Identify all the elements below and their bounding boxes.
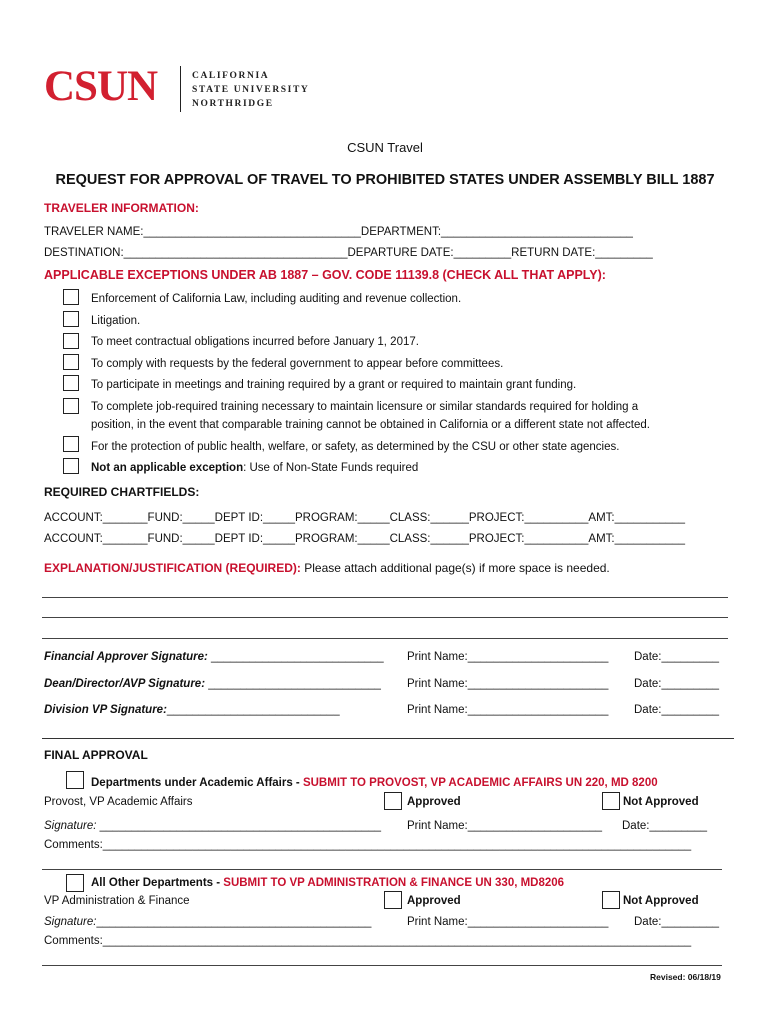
other-signature-row[interactable] [44, 916, 371, 928]
other-departments-checkbox[interactable] [66, 874, 84, 892]
logo-line-2: STATE UNIVERSITY [192, 85, 310, 95]
other-signature-label: Signature: [44, 916, 97, 928]
exception-checkbox-7[interactable] [63, 436, 79, 452]
division-vp-row[interactable] [44, 704, 340, 716]
financial-approver-date[interactable]: Date:_________ [634, 651, 720, 663]
academic-signature-row[interactable] [44, 820, 381, 832]
logo-university-name [192, 69, 309, 111]
other-comments[interactable]: Comments:____________________________________________________________________________________________ [44, 935, 692, 947]
traveler-info-heading: TRAVELER INFORMATION: [44, 201, 199, 215]
academic-approved-label: Approved [407, 796, 461, 808]
exception-label-2: Litigation. [91, 315, 141, 327]
other-departments-label: All Other Departments - [91, 877, 224, 889]
academic-not-approved-checkbox[interactable] [602, 792, 620, 810]
other-not-approved-label: Not Approved [623, 895, 699, 907]
exception-label-1: Enforcement of California Law, including auditing and revenue collection. [91, 293, 462, 305]
provost-label: Provost, VP Academic Affairs [44, 796, 193, 808]
traveler-row-destination-dates[interactable]: DESTINATION:___________________________________DEPARTURE DATE:_________RETURN DATE:_________ [44, 247, 653, 259]
explanation-note: Please attach additional page(s) if more space is needed. [300, 561, 610, 575]
financial-approver-row[interactable] [44, 651, 384, 663]
chartfields-row-1[interactable]: ACCOUNT:_______FUND:_____DEPT ID:_____PROGRAM:_____CLASS:______PROJECT:__________AMT:___________ [44, 512, 685, 524]
financial-approver-print[interactable]: Print Name:______________________ [407, 651, 609, 663]
document-subtitle: CSUN Travel [347, 140, 423, 155]
exception-checkbox-4[interactable] [63, 354, 79, 370]
final-approval-divider [42, 738, 734, 739]
not-applicable-bold: Not an applicable exception [91, 462, 244, 474]
dean-director-line: ___________________________ [205, 678, 381, 690]
academic-signature-line: ____________________________________________ [96, 820, 382, 832]
document-title: REQUEST FOR APPROVAL OF TRAVEL TO PROHIBITED STATES UNDER ASSEMBLY BILL 1887 [55, 172, 715, 188]
logo-divider [180, 66, 181, 112]
exception-checkbox-8[interactable] [63, 458, 79, 474]
explanation-heading-line [44, 561, 610, 575]
traveler-row-name-dept[interactable]: TRAVELER NAME:__________________________________DEPARTMENT:______________________________ [44, 226, 633, 238]
division-vp-label: Division VP Signature: [44, 704, 167, 716]
explanation-line-1[interactable] [42, 597, 728, 598]
academic-comments-line-2[interactable] [42, 869, 722, 870]
academic-approved-checkbox[interactable] [384, 792, 402, 810]
other-print-name[interactable]: Print Name:______________________ [407, 916, 609, 928]
final-approval-heading: FINAL APPROVAL [44, 748, 148, 762]
not-applicable-rest: : Use of Non-State Funds required [243, 462, 419, 474]
other-comments-line-2[interactable] [42, 965, 722, 966]
academic-date[interactable]: Date:_________ [622, 820, 708, 832]
exception-checkbox-1[interactable] [63, 289, 79, 305]
exception-checkbox-2[interactable] [63, 311, 79, 327]
vp-admin-finance-label: VP Administration & Finance [44, 895, 190, 907]
financial-approver-label: Financial Approver Signature: [44, 651, 208, 663]
academic-affairs-submit-to: SUBMIT TO PROVOST, VP ACADEMIC AFFAIRS UN 220, MD 8200 [302, 777, 658, 789]
academic-not-approved-label: Not Approved [623, 796, 699, 808]
academic-print-name[interactable]: Print Name:_____________________ [407, 820, 603, 832]
division-vp-line: ___________________________ [166, 704, 340, 716]
exception-label-4: To comply with requests by the federal government to appear before committees. [91, 358, 504, 370]
chartfields-heading: REQUIRED CHARTFIELDS: [44, 485, 200, 499]
dean-director-row[interactable] [44, 678, 381, 690]
other-departments-dept-line [91, 877, 564, 889]
other-not-approved-checkbox[interactable] [602, 891, 620, 909]
exception-checkbox-6[interactable] [63, 398, 79, 414]
exception-label-3: To meet contractual obligations incurred before January 1, 2017. [91, 336, 419, 348]
dean-director-label: Dean/Director/AVP Signature: [44, 678, 206, 690]
other-date[interactable]: Date:_________ [634, 916, 720, 928]
division-vp-date[interactable]: Date:_________ [634, 704, 720, 716]
other-approved-label: Approved [407, 895, 461, 907]
exception-label-6a: To complete job-required training necessary to maintain licensure or similar standards required for holding a [91, 401, 639, 413]
division-vp-print[interactable]: Print Name:______________________ [407, 704, 609, 716]
csun-logo-wordmark: CSUN [44, 63, 158, 110]
other-departments-submit-to: SUBMIT TO VP ADMINISTRATION & FINANCE UN 330, MD8206 [223, 877, 565, 889]
academic-affairs-checkbox[interactable] [66, 771, 84, 789]
exception-label-5: To participate in meetings and training required by a grant or required to maintain grant funding. [91, 379, 577, 391]
explanation-line-2[interactable] [42, 617, 728, 618]
explanation-heading: EXPLANATION/JUSTIFICATION (REQUIRED): [44, 561, 301, 575]
other-approved-checkbox[interactable] [384, 891, 402, 909]
academic-affairs-dept-line [91, 777, 658, 789]
explanation-line-3[interactable] [42, 638, 728, 639]
financial-approver-line: ___________________________ [207, 651, 384, 663]
exception-label-6b: position, in the event that comparable training cannot be obtained in California or a different state not affected. [91, 419, 650, 431]
academic-affairs-label: Departments under Academic Affairs - [91, 777, 303, 789]
exception-checkbox-5[interactable] [63, 375, 79, 391]
exception-label-7: For the protection of public health, welfare, or safety, as determined by the CSU or other state agencies. [91, 441, 620, 453]
chartfields-row-2[interactable]: ACCOUNT:_______FUND:_____DEPT ID:_____PROGRAM:_____CLASS:______PROJECT:__________AMT:___________ [44, 533, 685, 545]
dean-director-date[interactable]: Date:_________ [634, 678, 720, 690]
logo-line-3: NORTHRIDGE [192, 99, 274, 109]
academic-signature-label: Signature: [44, 820, 97, 832]
logo-line-1: CALIFORNIA [192, 71, 270, 81]
academic-comments[interactable]: Comments:____________________________________________________________________________________________ [44, 839, 692, 851]
exception-checkbox-3[interactable] [63, 333, 79, 349]
dean-director-print[interactable]: Print Name:______________________ [407, 678, 609, 690]
exceptions-heading: APPLICABLE EXCEPTIONS UNDER AB 1887 – GOV. CODE 11139.8 (CHECK ALL THAT APPLY): [44, 268, 606, 282]
revised-date: Revised: 06/18/19 [650, 972, 721, 982]
other-signature-line: ___________________________________________ [96, 916, 372, 928]
exception-label-8 [91, 462, 418, 474]
